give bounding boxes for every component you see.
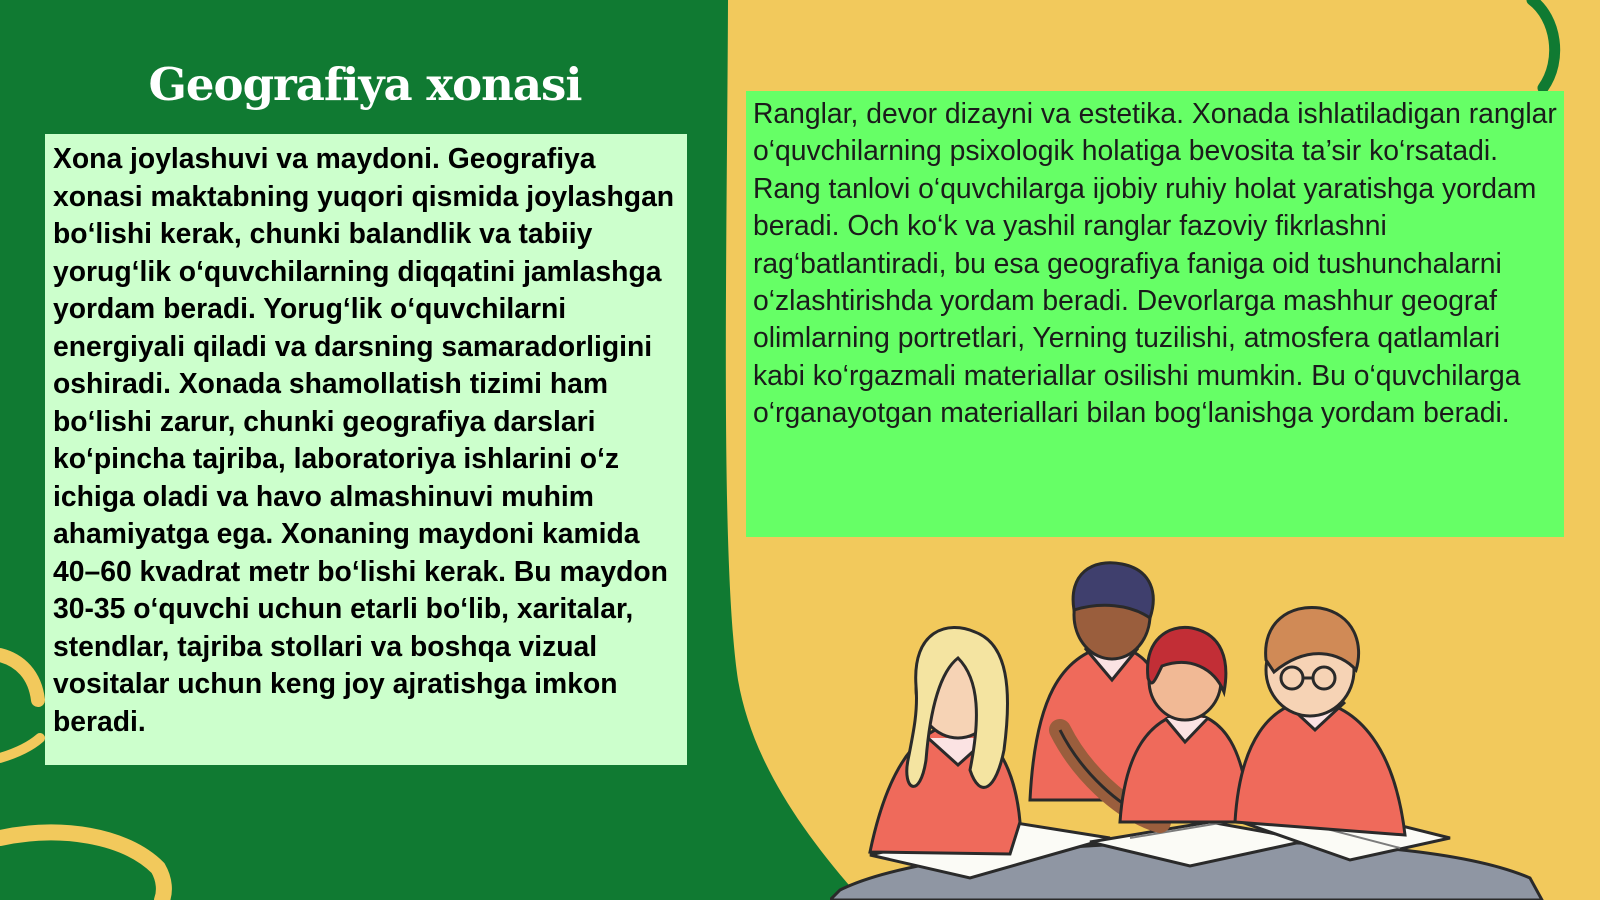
location-area-paragraph: Xona joylashuvi va maydoni. Geografiya xonasi maktabning yuqori qismida joylashgan bo‘lishi kerak, chunki balandlik va tabiiy yorug‘lik o‘quvchilarning diqqatini jamlashga yordam beradi. Yorug‘lik o‘quvchilarni energiyali qiladi va darsning samaradorligini oshiradi. Xonada shamollatish tizimi ham bo‘lishi zarur, chunki geografiya darslari ko‘pincha tajriba, laboratoriya ishlarini o‘z ichiga oladi va havo almashinuvi muhim ahamiyatga ega. Xonaning maydoni kamida 40–60 kvadrat metr bo‘lishi kerak. Bu maydon 30-35 o‘quvchi uchun etarli bo‘lib, xaritalar, stendlar, tajriba stollari va boshqa vizual vositalar uchun keng joy ajratishga imkon beradi. xyxy=(53,142,675,737)
colors-design-paragraph: Ranglar, devor dizayni va estetika. Xonada ishlatiladigan ranglar o‘quvchilarning psixologik holatiga bevosita ta’sir ko‘rsatadi. Rang tanlovi o‘quvchilarga ijobiy ruhiy holat yaratishga yordam beradi. Och ko‘k va yashil ranglar fazoviy fikrlashni rag‘batlantiradi, bu esa geografiya faniga oid tushunchalarni o‘zlashtirishda yordam beradi. Devorlarga mashhur geograf olimlarning portretlari, Yerning tuzilishi, atmosfera qatlamlari kabi ko‘rgazmali materiallar osilishi mumkin. Bu o‘quvchilarga o‘rganayotgan materiallari bilan bog‘lanishga yordam beradi. xyxy=(753,97,1557,429)
students-studying-illustration xyxy=(830,560,1550,900)
slide-title: Geografiya xonasi xyxy=(148,58,582,111)
